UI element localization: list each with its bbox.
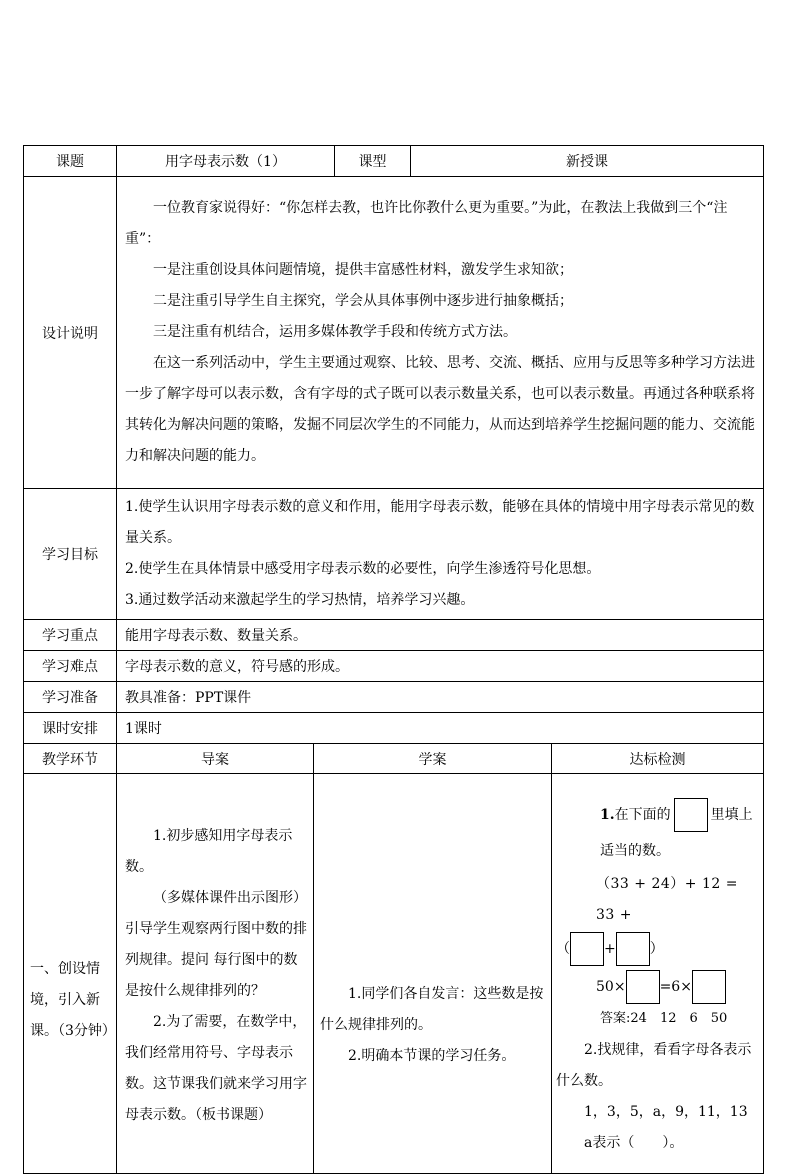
key-point-row	[24, 620, 764, 651]
stage-guide	[117, 774, 314, 1174]
goals-content	[117, 489, 764, 620]
design-label: 设计说明	[24, 177, 117, 489]
guide-item: （多媒体课件出示图形）引导学生观察两行图中数的排列规律。提问 每行图中的数是按什么规律排列的？	[125, 889, 307, 999]
q1-text-a: 在下面的	[614, 806, 671, 823]
design-paragraph: 一是注重创设具体问题情境，提供丰富感性材料，激发学生求知欲；	[153, 262, 573, 278]
stage-study	[314, 774, 552, 1174]
columns-row	[24, 744, 764, 774]
lesson-plan	[23, 145, 763, 1174]
header-row	[24, 146, 764, 177]
answer-box	[626, 970, 660, 1004]
col-test-header: 达标检测	[552, 744, 764, 774]
study-item: 2.明确本节课的学习任务。	[348, 1048, 516, 1064]
guide-item: 1.初步感知用字母表示数。	[125, 827, 293, 875]
q2-fill: a表示（ ）。	[584, 1134, 684, 1151]
lesson-plan-table	[23, 145, 764, 1174]
difficulty-row	[24, 651, 764, 682]
design-row	[24, 177, 764, 489]
col-stage-header: 教学环节	[24, 744, 117, 774]
sequence: 1，3，5，a，9，11，13	[584, 1103, 748, 1120]
answer-line: 答案:24 12 6 50	[600, 1010, 728, 1026]
stage-row	[24, 774, 764, 1174]
test-q2: 2.找规律，看看字母各表示什么数。	[556, 1041, 752, 1089]
design-paragraph: 在这一系列活动中，学生主要通过观察、比较、思考、交流、概括、应用与反思等多种学习方法进一步了解字母可以表示数，含有字母的式子既可以表示数量关系，也可以表示数量。再通过各种联系将其转化为解决问题的策略，发掘不同层次学生的不同能力，从而达到培养学生挖掘问题的能力、交流能力和解决问题的能力。	[125, 355, 755, 464]
prep-value: 教具准备：PPT课件	[117, 682, 764, 713]
design-paragraph: 三是注重有机结合，运用多媒体教学手段和传统方式方法。	[153, 324, 517, 340]
eq1-close: ）	[649, 940, 664, 957]
type-value: 新授课	[411, 146, 764, 177]
eq1-boxes	[556, 931, 759, 967]
prep-row	[24, 682, 764, 713]
schedule-label: 课时安排	[24, 713, 117, 744]
difficulty-value: 字母表示数的意义，符号感的形成。	[117, 651, 764, 682]
difficulty-label: 学习难点	[24, 651, 117, 682]
answer-box	[570, 932, 604, 966]
eq2	[556, 967, 759, 1007]
schedule-value: 1课时	[117, 713, 764, 744]
goals-row	[24, 489, 764, 620]
key-point-value: 能用字母表示数、数量关系。	[117, 620, 764, 651]
goal-item: 3.通过数学活动来激起学生的学习热情，培养学习兴趣。	[125, 592, 475, 608]
design-paragraph: 一位教育家说得好：“你怎样去教，也许比你教什么更为重要。”为此，在教法上我做到三个“注重”：	[125, 200, 728, 247]
schedule-row	[24, 713, 764, 744]
stage-name: 一、创设情境，引入新课。（3分钟）	[24, 774, 117, 1174]
topic-value: 用字母表示数（1）	[117, 146, 335, 177]
goal-item: 2.使学生在具体情景中感受用字母表示数的必要性，向学生渗透符号化思想。	[125, 561, 601, 577]
test-q1	[556, 797, 759, 869]
answer-box	[674, 798, 708, 832]
design-content	[117, 177, 764, 489]
eq1-open: （	[556, 940, 571, 957]
col-study-header: 学案	[314, 744, 552, 774]
guide-item: 2.为了需要，在数学中，我们经常用符号、字母表示数。这节课我们就来学习用字母表示数。（板书课题）	[125, 1013, 307, 1123]
eq2-a: 50×	[596, 978, 626, 995]
type-label: 课型	[335, 146, 411, 177]
answer-box	[692, 970, 726, 1004]
study-item: 1.同学们各自发言：这些数是按什么规律排列的。	[320, 986, 544, 1033]
key-point-label: 学习重点	[24, 620, 117, 651]
q1-text-b: 里填上适当的数。	[600, 806, 753, 859]
topic-label: 课题	[24, 146, 117, 177]
stage-test	[552, 774, 764, 1174]
col-guide-header: 导案	[117, 744, 314, 774]
eq2-b: =6×	[659, 978, 692, 995]
eq1-left: （33 + 24）+ 12 = 33 +	[596, 875, 738, 923]
eq1-plus: +	[604, 940, 616, 957]
q1-number: 1.	[600, 806, 615, 823]
eq1	[556, 869, 759, 931]
design-paragraph: 二是注重引导学生自主探究，学会从具体事例中逐步进行抽象概括；	[153, 293, 573, 309]
prep-label: 学习准备	[24, 682, 117, 713]
goal-item: 1.使学生认识用字母表示数的意义和作用，能用字母表示数，能够在具体的情境中用字母表示常见的数量关系。	[125, 499, 755, 546]
answer-box	[616, 932, 650, 966]
goals-label: 学习目标	[24, 489, 117, 620]
